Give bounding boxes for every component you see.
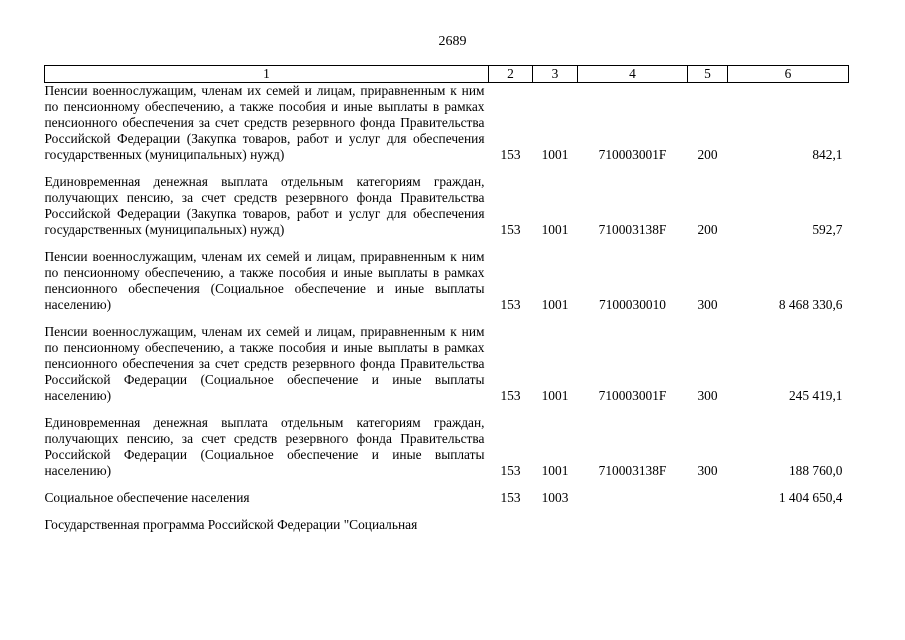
row-description: Пенсии военнослужащим, членам их семей и лицам, приравненным к ним по пенсионному обеспечению, а также пособия и иные выплаты в рамках пенсионного обеспечения за счет средств резервного фонда Правительства Российской Федерации (Социальное обеспечение и иные выплаты населению) xyxy=(44,324,485,403)
row-expense-type: 300 xyxy=(697,463,718,478)
row-description: Государственная программа Российской Федерации "Социальная xyxy=(44,517,418,532)
row-section-code: 1001 xyxy=(541,147,569,162)
row-description: Единовременная денежная выплата отдельным категориям граждан, получающих пенсию, за счет средств резервного фонда Правительства Российской Федерации (Закупка товаров, работ и услуг для обеспечения государственных (муниципальных) нужд) xyxy=(44,174,485,237)
table-row xyxy=(45,174,849,238)
row-section-code xyxy=(533,517,578,533)
column-header-1: 1 xyxy=(45,66,489,83)
table-row xyxy=(45,517,849,533)
row-spacer xyxy=(45,404,849,415)
row-expense-type xyxy=(688,490,728,506)
page-number: 2689 xyxy=(438,34,467,49)
row-ministry-code: 153 xyxy=(500,463,521,478)
budget-table xyxy=(44,65,849,533)
row-ministry-code: 153 xyxy=(500,297,521,312)
column-header-4: 4 xyxy=(578,66,688,83)
row-ministry-code: 153 xyxy=(500,222,521,237)
row-ministry-code xyxy=(489,517,533,533)
row-section-code: 1001 xyxy=(541,388,569,403)
row-expense-type: 300 xyxy=(697,297,718,312)
row-section-code: 1001 xyxy=(541,297,569,312)
table-row xyxy=(45,249,849,313)
row-expense-type xyxy=(688,517,728,533)
row-target-code: 710003001F xyxy=(598,388,667,403)
row-spacer xyxy=(45,506,849,517)
column-header-6: 6 xyxy=(728,66,849,83)
column-header-3: 3 xyxy=(533,66,578,83)
row-amount: 245 419,1 xyxy=(788,388,843,403)
row-description: Пенсии военнослужащим, членам их семей и лицам, приравненным к ним по пенсионному обеспечению, а также пособия и иные выплаты в рамках пенсионного обеспечения (Социальное обеспечение и иные выплаты населению) xyxy=(44,249,485,312)
row-section-code: 1003 xyxy=(541,490,569,505)
row-expense-type: 200 xyxy=(697,222,718,237)
row-section-code: 1001 xyxy=(541,463,569,478)
table-row xyxy=(45,490,849,506)
table-row xyxy=(45,324,849,404)
row-spacer xyxy=(45,313,849,324)
table-row xyxy=(45,415,849,479)
row-target-code: 7100030010 xyxy=(599,297,666,312)
row-amount: 188 760,0 xyxy=(788,463,843,478)
row-expense-type: 200 xyxy=(697,147,718,162)
row-ministry-code: 153 xyxy=(500,147,521,162)
row-spacer xyxy=(45,163,849,174)
row-amount: 8 468 330,6 xyxy=(778,297,843,312)
row-expense-type: 300 xyxy=(697,388,718,403)
table-row xyxy=(45,83,849,164)
row-description: Пенсии военнослужащим, членам их семей и лицам, приравненным к ним по пенсионному обеспечению, а также пособия и иные выплаты в рамках пенсионного обеспечения за счет средств резервного фонда Правительства Российской Федерации (Закупка товаров, работ и услуг для обеспечения государственных (муниципальных) нужд) xyxy=(44,83,485,162)
row-target-code xyxy=(578,490,688,506)
row-target-code: 710003138F xyxy=(598,222,667,237)
column-header-2: 2 xyxy=(489,66,533,83)
row-description: Единовременная денежная выплата отдельным категориям граждан, получающих пенсию, за счет средств резервного фонда Правительства Российской Федерации (Социальное обеспечение и иные выплаты населению) xyxy=(44,415,485,478)
row-spacer xyxy=(45,479,849,490)
row-amount: 592,7 xyxy=(812,222,843,237)
column-number-header xyxy=(45,66,849,83)
row-amount: 1 404 650,4 xyxy=(778,490,843,505)
row-amount xyxy=(728,517,849,533)
row-description: Социальное обеспечение населения xyxy=(44,490,250,505)
row-section-code: 1001 xyxy=(541,222,569,237)
row-amount: 842,1 xyxy=(812,147,843,162)
row-spacer xyxy=(45,238,849,249)
row-ministry-code: 153 xyxy=(500,388,521,403)
row-ministry-code: 153 xyxy=(500,490,521,505)
row-target-code: 710003138F xyxy=(598,463,667,478)
column-header-5: 5 xyxy=(688,66,728,83)
row-target-code xyxy=(578,517,688,533)
row-target-code: 710003001F xyxy=(598,147,667,162)
